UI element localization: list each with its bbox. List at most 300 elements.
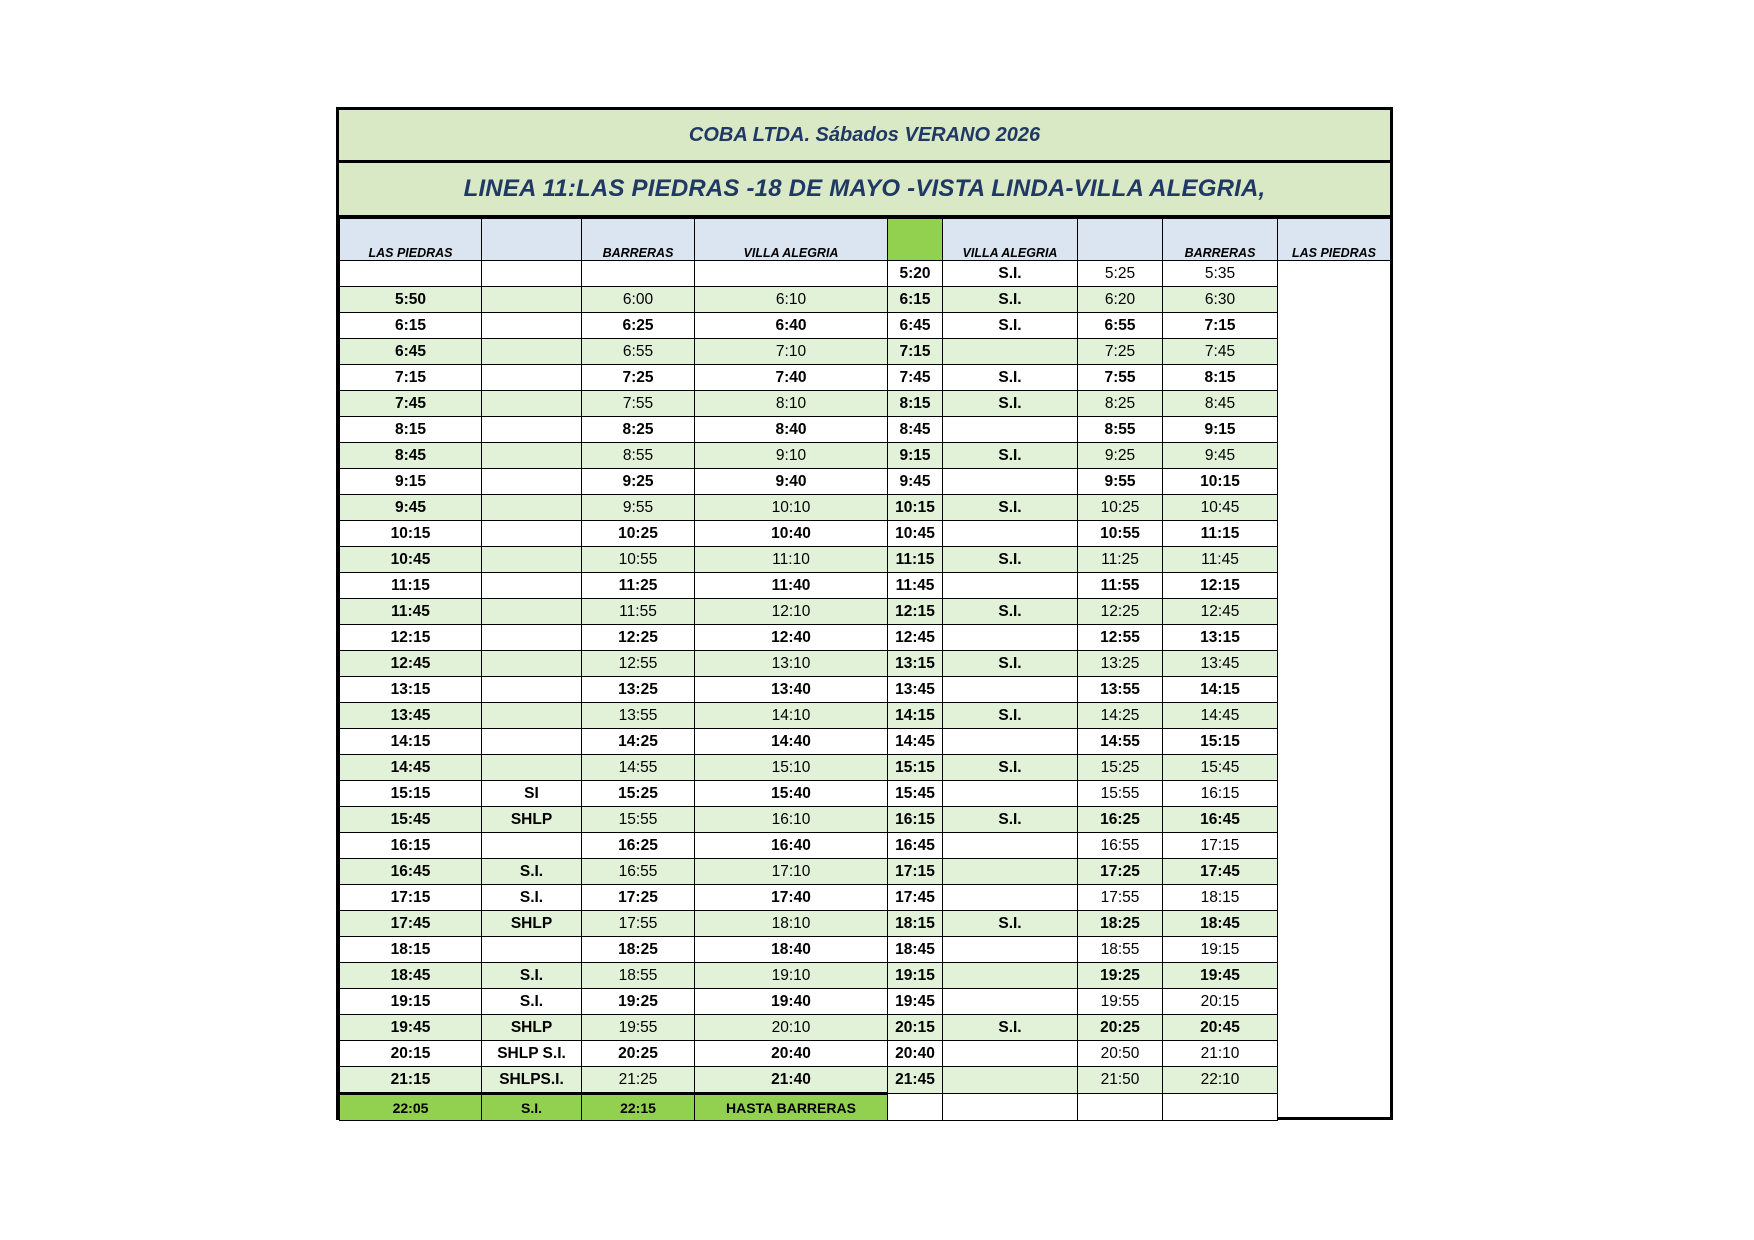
empty-cell	[482, 339, 582, 365]
time-cell: S.I.	[943, 807, 1078, 833]
timetable-row	[340, 573, 1391, 599]
time-cell: 7:45	[340, 391, 482, 417]
timetable-row	[340, 677, 1391, 703]
time-cell: SHLPS.I.	[482, 1067, 582, 1094]
time-cell: 15:55	[582, 807, 695, 833]
empty-cell	[482, 287, 582, 313]
time-cell: 16:55	[582, 859, 695, 885]
time-cell: S.I.	[943, 599, 1078, 625]
empty-cell	[482, 677, 582, 703]
time-cell: 13:45	[1163, 651, 1278, 677]
empty-cell	[482, 261, 582, 287]
time-cell: 18:15	[888, 911, 943, 937]
time-cell: 12:55	[582, 651, 695, 677]
time-cell: 6:45	[340, 339, 482, 365]
time-cell: 15:15	[1163, 729, 1278, 755]
col-header-barreras-outbound: BARRERAS	[582, 219, 695, 261]
empty-cell	[943, 573, 1078, 599]
time-cell: 7:45	[1163, 339, 1278, 365]
time-cell: 7:45	[888, 365, 943, 391]
time-cell: 8:15	[888, 391, 943, 417]
time-cell: 8:15	[340, 417, 482, 443]
time-cell: 19:10	[695, 963, 888, 989]
time-cell: 20:15	[1163, 989, 1278, 1015]
time-cell: 20:50	[1078, 1041, 1163, 1067]
timetable-row	[340, 547, 1391, 573]
timetable-row	[340, 729, 1391, 755]
time-cell: 13:55	[1078, 677, 1163, 703]
time-cell: 6:15	[340, 313, 482, 339]
time-cell: 20:40	[695, 1041, 888, 1067]
empty-cell	[943, 469, 1078, 495]
time-cell: 18:45	[1163, 911, 1278, 937]
time-cell: 15:55	[1078, 781, 1163, 807]
empty-cell	[695, 261, 888, 287]
timetable-row	[340, 963, 1391, 989]
empty-cell	[482, 417, 582, 443]
time-cell: S.I.	[943, 391, 1078, 417]
time-cell: 19:15	[1163, 937, 1278, 963]
empty-cell	[943, 729, 1078, 755]
col-header-barreras-return: BARRERAS	[1163, 219, 1278, 261]
time-cell: 19:40	[695, 989, 888, 1015]
time-cell: 14:15	[888, 703, 943, 729]
time-cell: 20:15	[888, 1015, 943, 1041]
time-cell: 12:15	[340, 625, 482, 651]
timetable-row	[340, 703, 1391, 729]
time-cell: 10:15	[1163, 469, 1278, 495]
empty-cell	[482, 573, 582, 599]
empty-cell	[340, 261, 482, 287]
empty-cell	[482, 521, 582, 547]
time-cell: 7:40	[695, 365, 888, 391]
time-cell: 20:25	[1078, 1015, 1163, 1041]
time-cell: 20:10	[695, 1015, 888, 1041]
timetable-row	[340, 599, 1391, 625]
time-cell: 14:10	[695, 703, 888, 729]
col-header-notes-outbound	[482, 219, 582, 261]
time-cell: 17:55	[582, 911, 695, 937]
empty-cell	[1078, 1094, 1163, 1121]
time-cell: S.I.	[943, 755, 1078, 781]
time-cell: 20:45	[1163, 1015, 1278, 1041]
time-cell: 9:40	[695, 469, 888, 495]
time-cell: S.I.	[943, 703, 1078, 729]
timetable-row	[340, 365, 1391, 391]
time-cell: 12:45	[340, 651, 482, 677]
empty-cell	[482, 703, 582, 729]
time-cell: 16:45	[340, 859, 482, 885]
time-cell: 9:25	[1078, 443, 1163, 469]
time-cell: 8:40	[695, 417, 888, 443]
time-cell: 8:15	[1163, 365, 1278, 391]
time-cell: 22:15	[582, 1094, 695, 1121]
time-cell: 14:55	[582, 755, 695, 781]
time-cell: 9:55	[1078, 469, 1163, 495]
time-cell: 8:55	[1078, 417, 1163, 443]
time-cell: 6:20	[1078, 287, 1163, 313]
empty-cell	[943, 1094, 1078, 1121]
time-cell: 6:45	[888, 313, 943, 339]
time-cell: 5:35	[1163, 261, 1278, 287]
timetable-row	[340, 287, 1391, 313]
empty-cell	[482, 547, 582, 573]
time-cell: 14:55	[1078, 729, 1163, 755]
timetable-row	[340, 911, 1391, 937]
time-cell: S.I.	[943, 911, 1078, 937]
time-cell: 16:55	[1078, 833, 1163, 859]
time-cell: 16:15	[888, 807, 943, 833]
empty-cell	[943, 1041, 1078, 1067]
time-cell: SHLP	[482, 1015, 582, 1041]
time-cell: 18:45	[340, 963, 482, 989]
time-cell: 9:45	[1163, 443, 1278, 469]
empty-cell	[943, 963, 1078, 989]
time-cell: 11:45	[888, 573, 943, 599]
empty-cell	[482, 443, 582, 469]
timetable-row	[340, 443, 1391, 469]
timetable-row	[340, 651, 1391, 677]
time-cell: 15:45	[888, 781, 943, 807]
time-cell: S.I.	[943, 547, 1078, 573]
time-cell: 12:55	[1078, 625, 1163, 651]
time-cell: 19:15	[888, 963, 943, 989]
timetable-row	[340, 1094, 1391, 1121]
empty-cell	[943, 859, 1078, 885]
time-cell: 13:45	[340, 703, 482, 729]
empty-cell	[482, 755, 582, 781]
time-cell: 10:25	[1078, 495, 1163, 521]
time-cell: 21:10	[1163, 1041, 1278, 1067]
time-cell: 9:10	[695, 443, 888, 469]
time-cell: 5:50	[340, 287, 482, 313]
time-cell: 11:10	[695, 547, 888, 573]
time-cell: 11:15	[1163, 521, 1278, 547]
time-cell: S.I.	[943, 365, 1078, 391]
time-cell: 7:15	[888, 339, 943, 365]
timetable-row	[340, 937, 1391, 963]
timetable-row	[340, 885, 1391, 911]
company-title: COBA LTDA. Sábados VERANO 2026	[339, 110, 1390, 163]
time-cell: 18:45	[888, 937, 943, 963]
time-cell: 15:25	[582, 781, 695, 807]
time-cell: 15:25	[1078, 755, 1163, 781]
time-cell: 6:25	[582, 313, 695, 339]
time-cell: 17:25	[582, 885, 695, 911]
time-cell: S.I.	[482, 1094, 582, 1121]
timetable-row	[340, 313, 1391, 339]
time-cell: 19:55	[1078, 989, 1163, 1015]
time-cell: 21:15	[340, 1067, 482, 1094]
timetable-row	[340, 521, 1391, 547]
time-cell: 20:15	[340, 1041, 482, 1067]
time-cell: 18:15	[1163, 885, 1278, 911]
empty-cell	[482, 729, 582, 755]
time-cell: 16:25	[582, 833, 695, 859]
time-cell: 11:25	[582, 573, 695, 599]
time-cell: S.I.	[943, 287, 1078, 313]
timetable-row	[340, 989, 1391, 1015]
time-cell: 18:55	[582, 963, 695, 989]
time-cell: 15:45	[340, 807, 482, 833]
time-cell: 11:15	[888, 547, 943, 573]
header-row	[340, 219, 1391, 261]
time-cell: 7:25	[582, 365, 695, 391]
time-cell: 17:55	[1078, 885, 1163, 911]
empty-cell	[943, 989, 1078, 1015]
time-cell: 6:00	[582, 287, 695, 313]
time-cell: 7:10	[695, 339, 888, 365]
direction-divider	[888, 219, 943, 261]
empty-cell	[943, 677, 1078, 703]
time-cell: 17:15	[888, 859, 943, 885]
timetable-row	[340, 391, 1391, 417]
time-cell: 14:15	[340, 729, 482, 755]
time-cell: 9:15	[888, 443, 943, 469]
time-cell: 10:45	[888, 521, 943, 547]
time-cell: 17:10	[695, 859, 888, 885]
time-cell: SHLP	[482, 911, 582, 937]
time-cell: 8:25	[582, 417, 695, 443]
time-cell: 8:25	[1078, 391, 1163, 417]
time-cell: 13:15	[1163, 625, 1278, 651]
time-cell: 15:15	[340, 781, 482, 807]
time-cell: S.I.	[943, 1015, 1078, 1041]
time-cell: 13:15	[888, 651, 943, 677]
time-cell: 12:45	[888, 625, 943, 651]
time-cell: 10:55	[1078, 521, 1163, 547]
time-cell: 16:45	[1163, 807, 1278, 833]
time-cell: 20:25	[582, 1041, 695, 1067]
empty-cell	[943, 1067, 1078, 1094]
time-cell: 12:15	[1163, 573, 1278, 599]
time-cell: SHLP	[482, 807, 582, 833]
timetable-row	[340, 339, 1391, 365]
timetable-row	[340, 417, 1391, 443]
timetable-row	[340, 781, 1391, 807]
col-header-notes-return	[1078, 219, 1163, 261]
time-cell: S.I.	[943, 495, 1078, 521]
time-cell: 17:15	[1163, 833, 1278, 859]
time-cell: 11:25	[1078, 547, 1163, 573]
time-cell: 15:15	[888, 755, 943, 781]
time-cell: 7:15	[1163, 313, 1278, 339]
time-cell: 14:45	[888, 729, 943, 755]
time-cell: 8:55	[582, 443, 695, 469]
empty-cell	[582, 261, 695, 287]
timetable-row	[340, 1067, 1391, 1094]
time-cell: 9:15	[1163, 417, 1278, 443]
time-cell: 21:45	[888, 1067, 943, 1094]
time-cell: 18:55	[1078, 937, 1163, 963]
time-cell: 6:55	[1078, 313, 1163, 339]
time-cell: 6:40	[695, 313, 888, 339]
time-cell: 16:45	[888, 833, 943, 859]
time-cell: 17:45	[888, 885, 943, 911]
empty-cell	[888, 1094, 943, 1121]
time-cell: 22:05	[340, 1094, 482, 1121]
time-cell: 12:40	[695, 625, 888, 651]
time-cell: 14:45	[1163, 703, 1278, 729]
time-cell: 8:45	[888, 417, 943, 443]
timetable-row	[340, 807, 1391, 833]
empty-cell	[943, 521, 1078, 547]
time-cell: 12:45	[1163, 599, 1278, 625]
time-cell: 22:10	[1163, 1067, 1278, 1094]
time-cell: 13:40	[695, 677, 888, 703]
empty-cell	[482, 365, 582, 391]
timetable-row	[340, 495, 1391, 521]
time-cell: 7:25	[1078, 339, 1163, 365]
time-cell: S.I.	[482, 885, 582, 911]
time-cell: 15:40	[695, 781, 888, 807]
time-cell: 19:55	[582, 1015, 695, 1041]
time-cell: 18:40	[695, 937, 888, 963]
time-cell: 11:15	[340, 573, 482, 599]
time-cell: 19:45	[1163, 963, 1278, 989]
empty-cell	[482, 469, 582, 495]
time-cell: 9:25	[582, 469, 695, 495]
time-cell: 18:25	[1078, 911, 1163, 937]
time-cell: 11:40	[695, 573, 888, 599]
time-cell: 5:25	[1078, 261, 1163, 287]
time-cell: S.I.	[482, 989, 582, 1015]
time-cell: 11:55	[1078, 573, 1163, 599]
time-cell: 18:15	[340, 937, 482, 963]
time-cell: 11:45	[340, 599, 482, 625]
time-cell: 20:40	[888, 1041, 943, 1067]
time-cell: 16:10	[695, 807, 888, 833]
empty-cell	[943, 937, 1078, 963]
time-cell: 19:45	[888, 989, 943, 1015]
empty-cell	[482, 625, 582, 651]
time-cell: S.I.	[482, 859, 582, 885]
time-cell: 10:10	[695, 495, 888, 521]
empty-cell	[943, 417, 1078, 443]
time-cell: 21:25	[582, 1067, 695, 1094]
time-cell: 17:40	[695, 885, 888, 911]
timetable-row	[340, 261, 1391, 287]
time-cell: 19:15	[340, 989, 482, 1015]
time-cell: 17:15	[340, 885, 482, 911]
col-header-villa-alegria-return: VILLA ALEGRIA	[943, 219, 1078, 261]
time-cell: 14:25	[1078, 703, 1163, 729]
time-cell: 13:45	[888, 677, 943, 703]
time-cell: 16:40	[695, 833, 888, 859]
time-cell: 18:10	[695, 911, 888, 937]
time-cell: 17:25	[1078, 859, 1163, 885]
time-cell: 9:45	[340, 495, 482, 521]
time-cell: 12:15	[888, 599, 943, 625]
timetable-row	[340, 469, 1391, 495]
time-cell: 6:15	[888, 287, 943, 313]
time-cell: 6:10	[695, 287, 888, 313]
time-cell: S.I.	[943, 443, 1078, 469]
time-cell: 12:25	[1078, 599, 1163, 625]
empty-cell	[482, 313, 582, 339]
timetable-row	[340, 1015, 1391, 1041]
time-cell: 7:55	[1078, 365, 1163, 391]
time-cell: 21:50	[1078, 1067, 1163, 1094]
time-cell: 7:55	[582, 391, 695, 417]
col-header-las-piedras-outbound: LAS PIEDRAS	[340, 219, 482, 261]
time-cell: 10:15	[888, 495, 943, 521]
time-cell: 10:15	[340, 521, 482, 547]
route-title: LINEA 11:LAS PIEDRAS -18 DE MAYO -VISTA LINDA-VILLA ALEGRIA,	[339, 163, 1390, 218]
empty-cell	[1163, 1094, 1278, 1121]
time-cell: 10:55	[582, 547, 695, 573]
time-cell: 12:10	[695, 599, 888, 625]
time-cell: 9:55	[582, 495, 695, 521]
time-cell: S.I.	[482, 963, 582, 989]
time-cell: 17:45	[1163, 859, 1278, 885]
empty-cell	[943, 625, 1078, 651]
empty-cell	[943, 885, 1078, 911]
empty-cell	[943, 339, 1078, 365]
time-cell: 10:40	[695, 521, 888, 547]
time-cell: 6:30	[1163, 287, 1278, 313]
time-cell: S.I.	[943, 651, 1078, 677]
time-cell: 11:55	[582, 599, 695, 625]
empty-cell	[482, 651, 582, 677]
time-cell: 5:20	[888, 261, 943, 287]
time-cell: 8:45	[1163, 391, 1278, 417]
timetable	[336, 107, 1393, 1120]
timetable-grid	[339, 218, 1391, 1121]
time-cell: 9:45	[888, 469, 943, 495]
time-cell: 12:25	[582, 625, 695, 651]
time-cell: 16:25	[1078, 807, 1163, 833]
time-cell: 19:25	[1078, 963, 1163, 989]
time-cell: 7:15	[340, 365, 482, 391]
empty-cell	[943, 781, 1078, 807]
empty-cell	[943, 833, 1078, 859]
col-header-villa-alegria-outbound: VILLA ALEGRIA	[695, 219, 888, 261]
empty-cell	[482, 833, 582, 859]
time-cell: 16:15	[340, 833, 482, 859]
time-cell: 13:10	[695, 651, 888, 677]
empty-cell	[482, 495, 582, 521]
time-cell: 19:45	[340, 1015, 482, 1041]
time-cell: SI	[482, 781, 582, 807]
timetable-row	[340, 859, 1391, 885]
empty-cell	[482, 599, 582, 625]
time-cell: 16:15	[1163, 781, 1278, 807]
timetable-row	[340, 833, 1391, 859]
timetable-row	[340, 1041, 1391, 1067]
time-cell: 10:25	[582, 521, 695, 547]
time-cell: 14:40	[695, 729, 888, 755]
time-cell: 10:45	[340, 547, 482, 573]
time-cell: 19:25	[582, 989, 695, 1015]
time-cell: 14:15	[1163, 677, 1278, 703]
empty-cell	[482, 391, 582, 417]
time-cell: 8:10	[695, 391, 888, 417]
time-cell: 13:55	[582, 703, 695, 729]
time-cell: 9:15	[340, 469, 482, 495]
empty-cell	[482, 937, 582, 963]
time-cell: 6:55	[582, 339, 695, 365]
time-cell: 17:45	[340, 911, 482, 937]
time-cell: 11:45	[1163, 547, 1278, 573]
timetable-row	[340, 755, 1391, 781]
time-cell: 21:40	[695, 1067, 888, 1094]
time-cell: 15:10	[695, 755, 888, 781]
time-cell: 18:25	[582, 937, 695, 963]
time-cell: 13:15	[340, 677, 482, 703]
time-cell: 14:25	[582, 729, 695, 755]
time-cell: S.I.	[943, 261, 1078, 287]
